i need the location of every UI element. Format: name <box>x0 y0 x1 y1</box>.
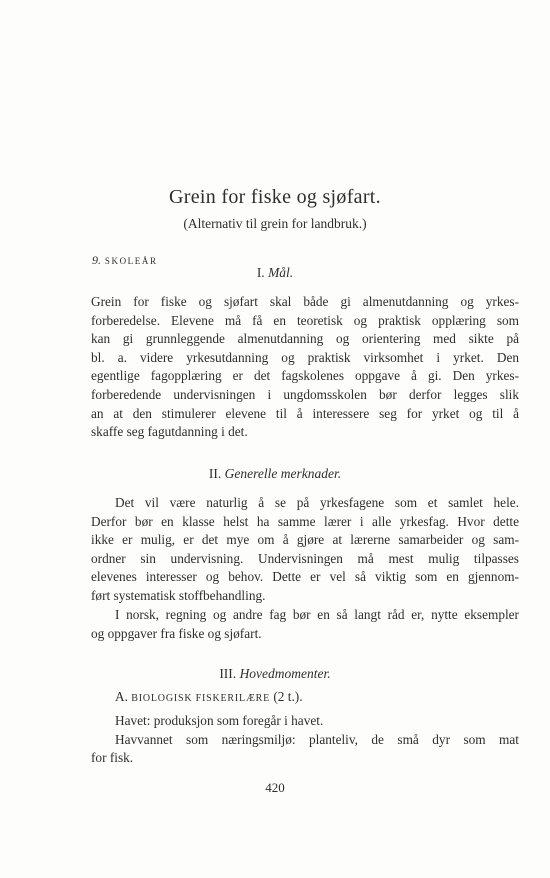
section-3-numeral: III. <box>219 666 237 681</box>
paragraph-line: for fisk. <box>91 750 134 766</box>
section-3-title: Hovedmomenter. <box>239 666 331 681</box>
grade-text: SKOLEÅR <box>104 256 158 266</box>
paragraph-line: Havet: produksjon som foregår i havet. <box>115 713 324 728</box>
section-3-paragraph <box>91 712 519 768</box>
paragraph-line: elevenes interesser og behov. Dette er vel så viktig som en gjennom- <box>91 569 519 585</box>
paragraph-line: I norsk, regning og andre fag bør en så langt råd er, nytte eksempler <box>115 607 519 622</box>
subsection-a-heading <box>115 689 303 705</box>
subsection-a-hours: (2 t.). <box>273 689 303 704</box>
section-2-title: Generelle merknader. <box>224 466 342 481</box>
paragraph-line: Derfor bør en klasse helst ha samme lærer i alle yrkesfag. Hvor dette <box>91 513 519 529</box>
section-1-heading <box>0 265 550 281</box>
section-2-numeral: II. <box>208 466 222 481</box>
paragraph-line: Grein for fiske og sjøfart skal både gi almenutdanning og yrkes- <box>91 294 519 309</box>
paragraph-line: Havvannet som næringsmiljø: planteliv, de små dyr som mat <box>115 731 519 747</box>
section-1-title: Mål. <box>268 265 294 280</box>
paragraph-line: skaffe seg fagutdanning i det. <box>91 424 248 440</box>
paragraph-line: ikke er mulig, er det mye om å gjøre at lærerne samarbeider og sam- <box>91 532 519 548</box>
paragraph-line: kan gi grunnleggende almenutdanning og orientering med sikte på <box>91 331 519 347</box>
paragraph-line: an at den stimulerer elevene til å interessere seg for yrket og til å <box>91 405 519 421</box>
paragraph-line: bl. a. videre yrkesutdanning og praktisk virksomhet i yrket. Den <box>91 349 519 365</box>
section-1-paragraph <box>91 293 519 442</box>
grade-number: 9. <box>92 253 101 267</box>
paragraph-line: forberedelse. Elevene må få en teoretisk og praktisk opplæring som <box>91 312 519 328</box>
paragraph-line: egentlige fagopplæring er det fagskolenes oppgave å gi. Den yrkes- <box>91 368 519 384</box>
subsection-a-title: BIOLOGISK FISKERILÆRE <box>131 693 271 704</box>
subsection-a-letter: A. <box>115 689 128 704</box>
section-2-heading <box>0 466 550 482</box>
page-title: Grein for fiske og sjøfart. <box>169 186 381 208</box>
paragraph-line: ført systematisk stoffbehandling. <box>91 587 266 603</box>
page-subtitle: (Alternativ til grein for landbruk.) <box>183 216 367 231</box>
paragraph-line: ordner sin undervisning. Undervisningen må mest mulig tilpasses <box>91 550 519 566</box>
paragraph-line: og oppgaver fra fiske og sjøfart. <box>91 625 262 641</box>
section-2-paragraph-2 <box>91 606 519 643</box>
page-number: 420 <box>265 780 285 795</box>
section-3-heading <box>0 666 550 682</box>
section-2-paragraph-1 <box>91 494 519 606</box>
section-1-numeral: I. <box>256 265 265 280</box>
paragraph-line: forberedende undervisningen i ungdomsskolen bør derfor legges slik <box>91 386 519 402</box>
paragraph-line: Det vil være naturlig å se på yrkesfagene som et samlet hele. <box>115 495 519 510</box>
